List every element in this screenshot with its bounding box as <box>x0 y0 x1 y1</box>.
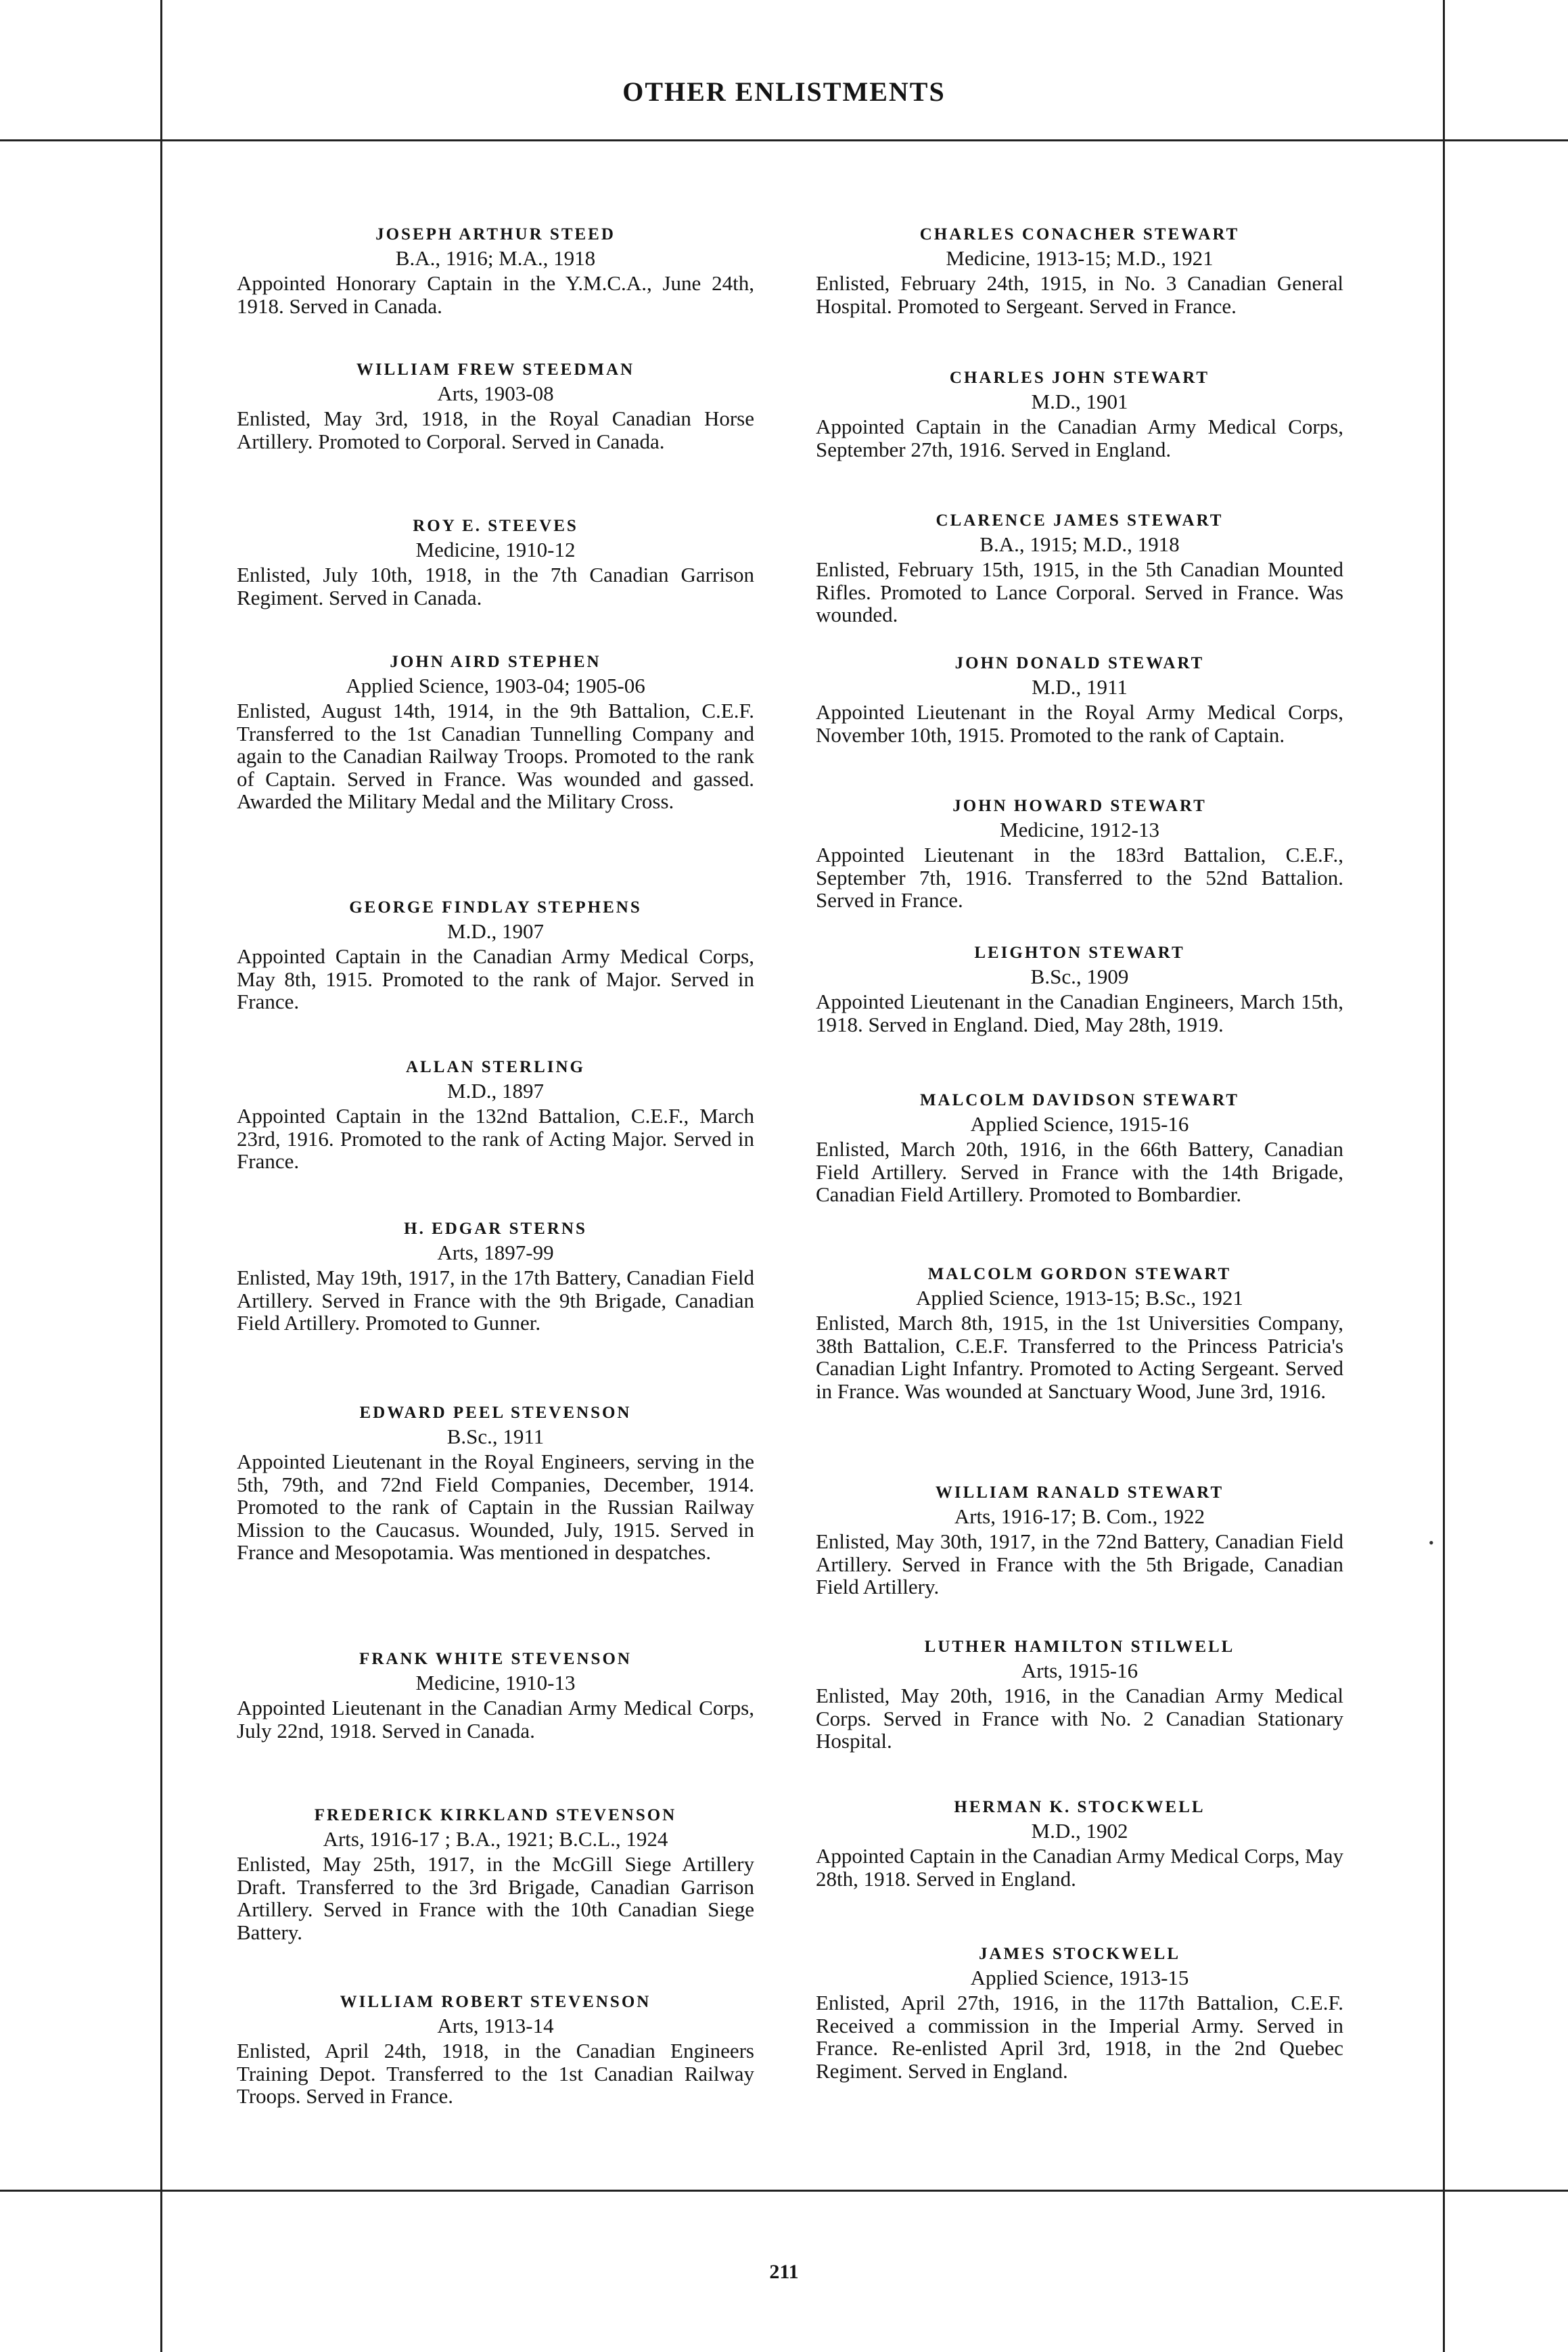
entry-text: Enlisted, February 15th, 1915, in the 5th Canadian Mounted Rifles. Promoted to Lance Corporal. Served in France. Was wounded. <box>816 557 1343 626</box>
entry-degree: Medicine, 1910-12 <box>415 538 576 561</box>
entry-name: JOHN AIRD STEPHEN <box>390 653 601 671</box>
page-title: OTHER ENLISTMENTS <box>622 76 946 107</box>
entry-name: CLARENCE JAMES STEWART <box>936 511 1224 530</box>
entry-name: JOHN DONALD STEWART <box>954 654 1205 672</box>
entry-text: Enlisted, March 8th, 1915, in the 1st Universities Company, 38th Battalion, C.E.F. Transferred to the Princess Patricia's Canadian Light Infantry. Promoted to Acting Sergeant. Served in France. Was wounded at Sanctuary Wood, June 3rd, 1916. <box>816 1311 1343 1403</box>
entry <box>816 367 1343 461</box>
entry-degree: Arts, 1903-08 <box>437 382 554 405</box>
entry-degree: M.D., 1907 <box>447 919 544 943</box>
entry <box>237 1056 754 1173</box>
entry <box>237 1402 754 1564</box>
entry-degree: Medicine, 1910-13 <box>415 1671 576 1694</box>
entry-name: ROY E. STEEVES <box>413 517 578 535</box>
entry-name: FREDERICK KIRKLAND STEVENSON <box>314 1806 677 1824</box>
entry-text: Appointed Captain in the Canadian Army Medical Corps, May 8th, 1915. Promoted to the rank of Major. Served in France. <box>237 944 754 1013</box>
left-margin-rule <box>160 0 162 2352</box>
entry-text: Enlisted, May 25th, 1917, in the McGill Siege Artillery Draft. Transferred to the 3rd Brigade, Canadian Garrison Artillery. Served in France with the 10th Canadian Siege Battery. <box>237 1852 754 1944</box>
entry-text: Appointed Lieutenant in the Canadian Engineers, March 15th, 1918. Served in England. Died, May 28th, 1919. <box>816 990 1343 1036</box>
entry-text: Appointed Honorary Captain in the Y.M.C.A., June 24th, 1918. Served in Canada. <box>237 271 754 318</box>
entry-degree: M.D., 1901 <box>1031 390 1128 413</box>
entry-text: Enlisted, May 3rd, 1918, in the Royal Canadian Horse Artillery. Promoted to Corporal. Served in Canada. <box>237 407 754 453</box>
entry-text: Enlisted, April 27th, 1916, in the 117th Battalion, C.E.F. Received a commission in the Imperial Army. Served in France. Re-enlisted April 3rd, 1918, in the 2nd Quebec Regiment. Served in England. <box>816 1991 1343 2083</box>
entry-text: Enlisted, May 20th, 1916, in the Canadian Army Medical Corps. Served in France with No. 2 Canadian Stationary Hospital. <box>816 1684 1343 1753</box>
entry-name: MALCOLM DAVIDSON STEWART <box>919 1091 1240 1109</box>
entry-degree: Applied Science, 1915-16 <box>970 1112 1189 1136</box>
page-number: 211 <box>769 2261 799 2283</box>
margin-tick-mark: • <box>1429 1534 1434 1551</box>
top-rule <box>0 139 1568 141</box>
entry <box>237 1991 754 2108</box>
entry-text: Appointed Lieutenant in the Royal Engineers, serving in the 5th, 79th, and 72nd Field Companies, December, 1914. Promoted to the rank of Captain in the Russian Railway Mission to the Caucasus. Wounded, July, 1915. Served in France and Mesopotamia. Was mentioned in despatches. <box>237 1450 754 1564</box>
entry <box>237 515 754 609</box>
entry-text: Appointed Captain in the Canadian Army Medical Corps, September 27th, 1916. Served in England. <box>816 415 1343 461</box>
entry-degree: M.D., 1911 <box>1032 675 1128 699</box>
entry-text: Appointed Lieutenant in the Canadian Army Medical Corps, July 22nd, 1918. Served in Canada. <box>237 1696 754 1743</box>
entry <box>816 1481 1343 1598</box>
entry-name: EDWARD PEEL STEVENSON <box>359 1404 632 1422</box>
entry-text: Enlisted, May 19th, 1917, in the 17th Battery, Canadian Field Artillery. Served in France with the 9th Brigade, Canadian Field Artillery. Promoted to Gunner. <box>237 1266 754 1335</box>
entry-name: H. EDGAR STERNS <box>404 1220 587 1238</box>
entry-name: ALLAN STERLING <box>406 1058 585 1076</box>
entry <box>237 1804 754 1943</box>
entry-degree: Arts, 1916-17; B. Com., 1922 <box>954 1504 1205 1528</box>
entry <box>816 1943 1343 2082</box>
entry <box>816 509 1343 626</box>
entry-name: CHARLES CONACHER STEWART <box>919 225 1240 244</box>
entry <box>816 795 1343 912</box>
right-margin-rule <box>1443 0 1445 2352</box>
entry-name: WILLIAM FREW STEEDMAN <box>356 361 635 379</box>
entry-degree: Applied Science, 1903-04; 1905-06 <box>346 674 645 697</box>
entry <box>237 1648 754 1742</box>
entry <box>237 359 754 453</box>
bottom-rule <box>0 2190 1568 2192</box>
entry-text: Enlisted, March 20th, 1916, in the 66th Battery, Canadian Field Artillery. Served in France with the 14th Brigade, Canadian Field Artillery. Promoted to Bombardier. <box>816 1137 1343 1206</box>
entry-degree: B.A., 1915; M.D., 1918 <box>979 532 1180 556</box>
entry-degree: Arts, 1916-17 ; B.A., 1921; B.C.L., 1924 <box>323 1827 668 1851</box>
entry <box>816 942 1343 1036</box>
entry-name: WILLIAM ROBERT STEVENSON <box>340 1993 651 2011</box>
entry-name: JOSEPH ARTHUR STEED <box>375 225 616 244</box>
entry-name: JOHN HOWARD STEWART <box>952 797 1207 815</box>
entry-degree: Medicine, 1913-15; M.D., 1921 <box>946 246 1214 270</box>
entry-degree: M.D., 1897 <box>447 1079 544 1103</box>
entry-degree: Arts, 1897-99 <box>437 1241 554 1264</box>
entry <box>237 223 754 317</box>
entry-name: LEIGHTON STEWART <box>974 944 1185 962</box>
entry <box>816 1796 1343 1890</box>
entry-degree: Arts, 1915-16 <box>1021 1659 1138 1682</box>
entry-name: MALCOLM GORDON STEWART <box>927 1265 1232 1283</box>
entry-degree: Applied Science, 1913-15 <box>970 1966 1189 1989</box>
entry-text: Enlisted, May 30th, 1917, in the 72nd Battery, Canadian Field Artillery. Served in France with the 5th Brigade, Canadian Field Artillery. <box>816 1529 1343 1598</box>
entry-degree: B.Sc., 1911 <box>446 1425 545 1448</box>
entry-text: Enlisted, February 24th, 1915, in No. 3 Canadian General Hospital. Promoted to Sergeant. Served in France. <box>816 271 1343 318</box>
entry-name: WILLIAM RANALD STEWART <box>935 1483 1224 1502</box>
entry-text: Appointed Captain in the 132nd Battalion, C.E.F., March 23rd, 1916. Promoted to the rank of Acting Major. Served in France. <box>237 1104 754 1173</box>
entry-degree: M.D., 1902 <box>1031 1819 1128 1843</box>
entry-degree: B.A., 1916; M.A., 1918 <box>395 246 596 270</box>
entry-text: Enlisted, July 10th, 1918, in the 7th Canadian Garrison Regiment. Served in Canada. <box>237 563 754 609</box>
entry <box>816 1636 1343 1753</box>
entry-name: JAMES STOCKWELL <box>978 1945 1181 1963</box>
entry-name: FRANK WHITE STEVENSON <box>359 1650 632 1668</box>
entry-text: Appointed Lieutenant in the 183rd Battalion, C.E.F., September 7th, 1916. Transferred to the 52nd Battalion. Served in France. <box>816 843 1343 912</box>
entry <box>816 1263 1343 1402</box>
entry-degree: Medicine, 1912-13 <box>1000 818 1159 841</box>
entry-name: CHARLES JOHN STEWART <box>949 369 1210 387</box>
entry-text: Enlisted, April 24th, 1918, in the Canadian Engineers Training Depot. Transferred to the 1st Canadian Railway Troops. Served in France. <box>237 2039 754 2108</box>
entry <box>816 1089 1343 1206</box>
entry <box>816 223 1343 317</box>
entry-degree: Applied Science, 1913-15; B.Sc., 1921 <box>916 1286 1243 1310</box>
entry <box>816 652 1343 746</box>
entry <box>237 651 754 813</box>
entry-name: GEORGE FINDLAY STEPHENS <box>349 898 642 917</box>
entry <box>237 1218 754 1335</box>
entry-name: HERMAN K. STOCKWELL <box>954 1798 1205 1816</box>
entry-text: Appointed Lieutenant in the Royal Army Medical Corps, November 10th, 1915. Promoted to the rank of Captain. <box>816 700 1343 747</box>
entry-text: Enlisted, August 14th, 1914, in the 9th Battalion, C.E.F. Transferred to the 1st Canadian Tunnelling Company and again to the Canadian Railway Troops. Promoted to the rank of Captain. Served in France. Was wounded and gassed. Awarded the Military Medal and the Military Cross. <box>237 699 754 813</box>
entry <box>237 896 754 1013</box>
entry-degree: Arts, 1913-14 <box>437 2014 554 2037</box>
entry-name: LUTHER HAMILTON STILWELL <box>924 1638 1235 1656</box>
entry-degree: B.Sc., 1909 <box>1030 965 1129 988</box>
entry-text: Appointed Captain in the Canadian Army Medical Corps, May 28th, 1918. Served in England. <box>816 1844 1343 1891</box>
